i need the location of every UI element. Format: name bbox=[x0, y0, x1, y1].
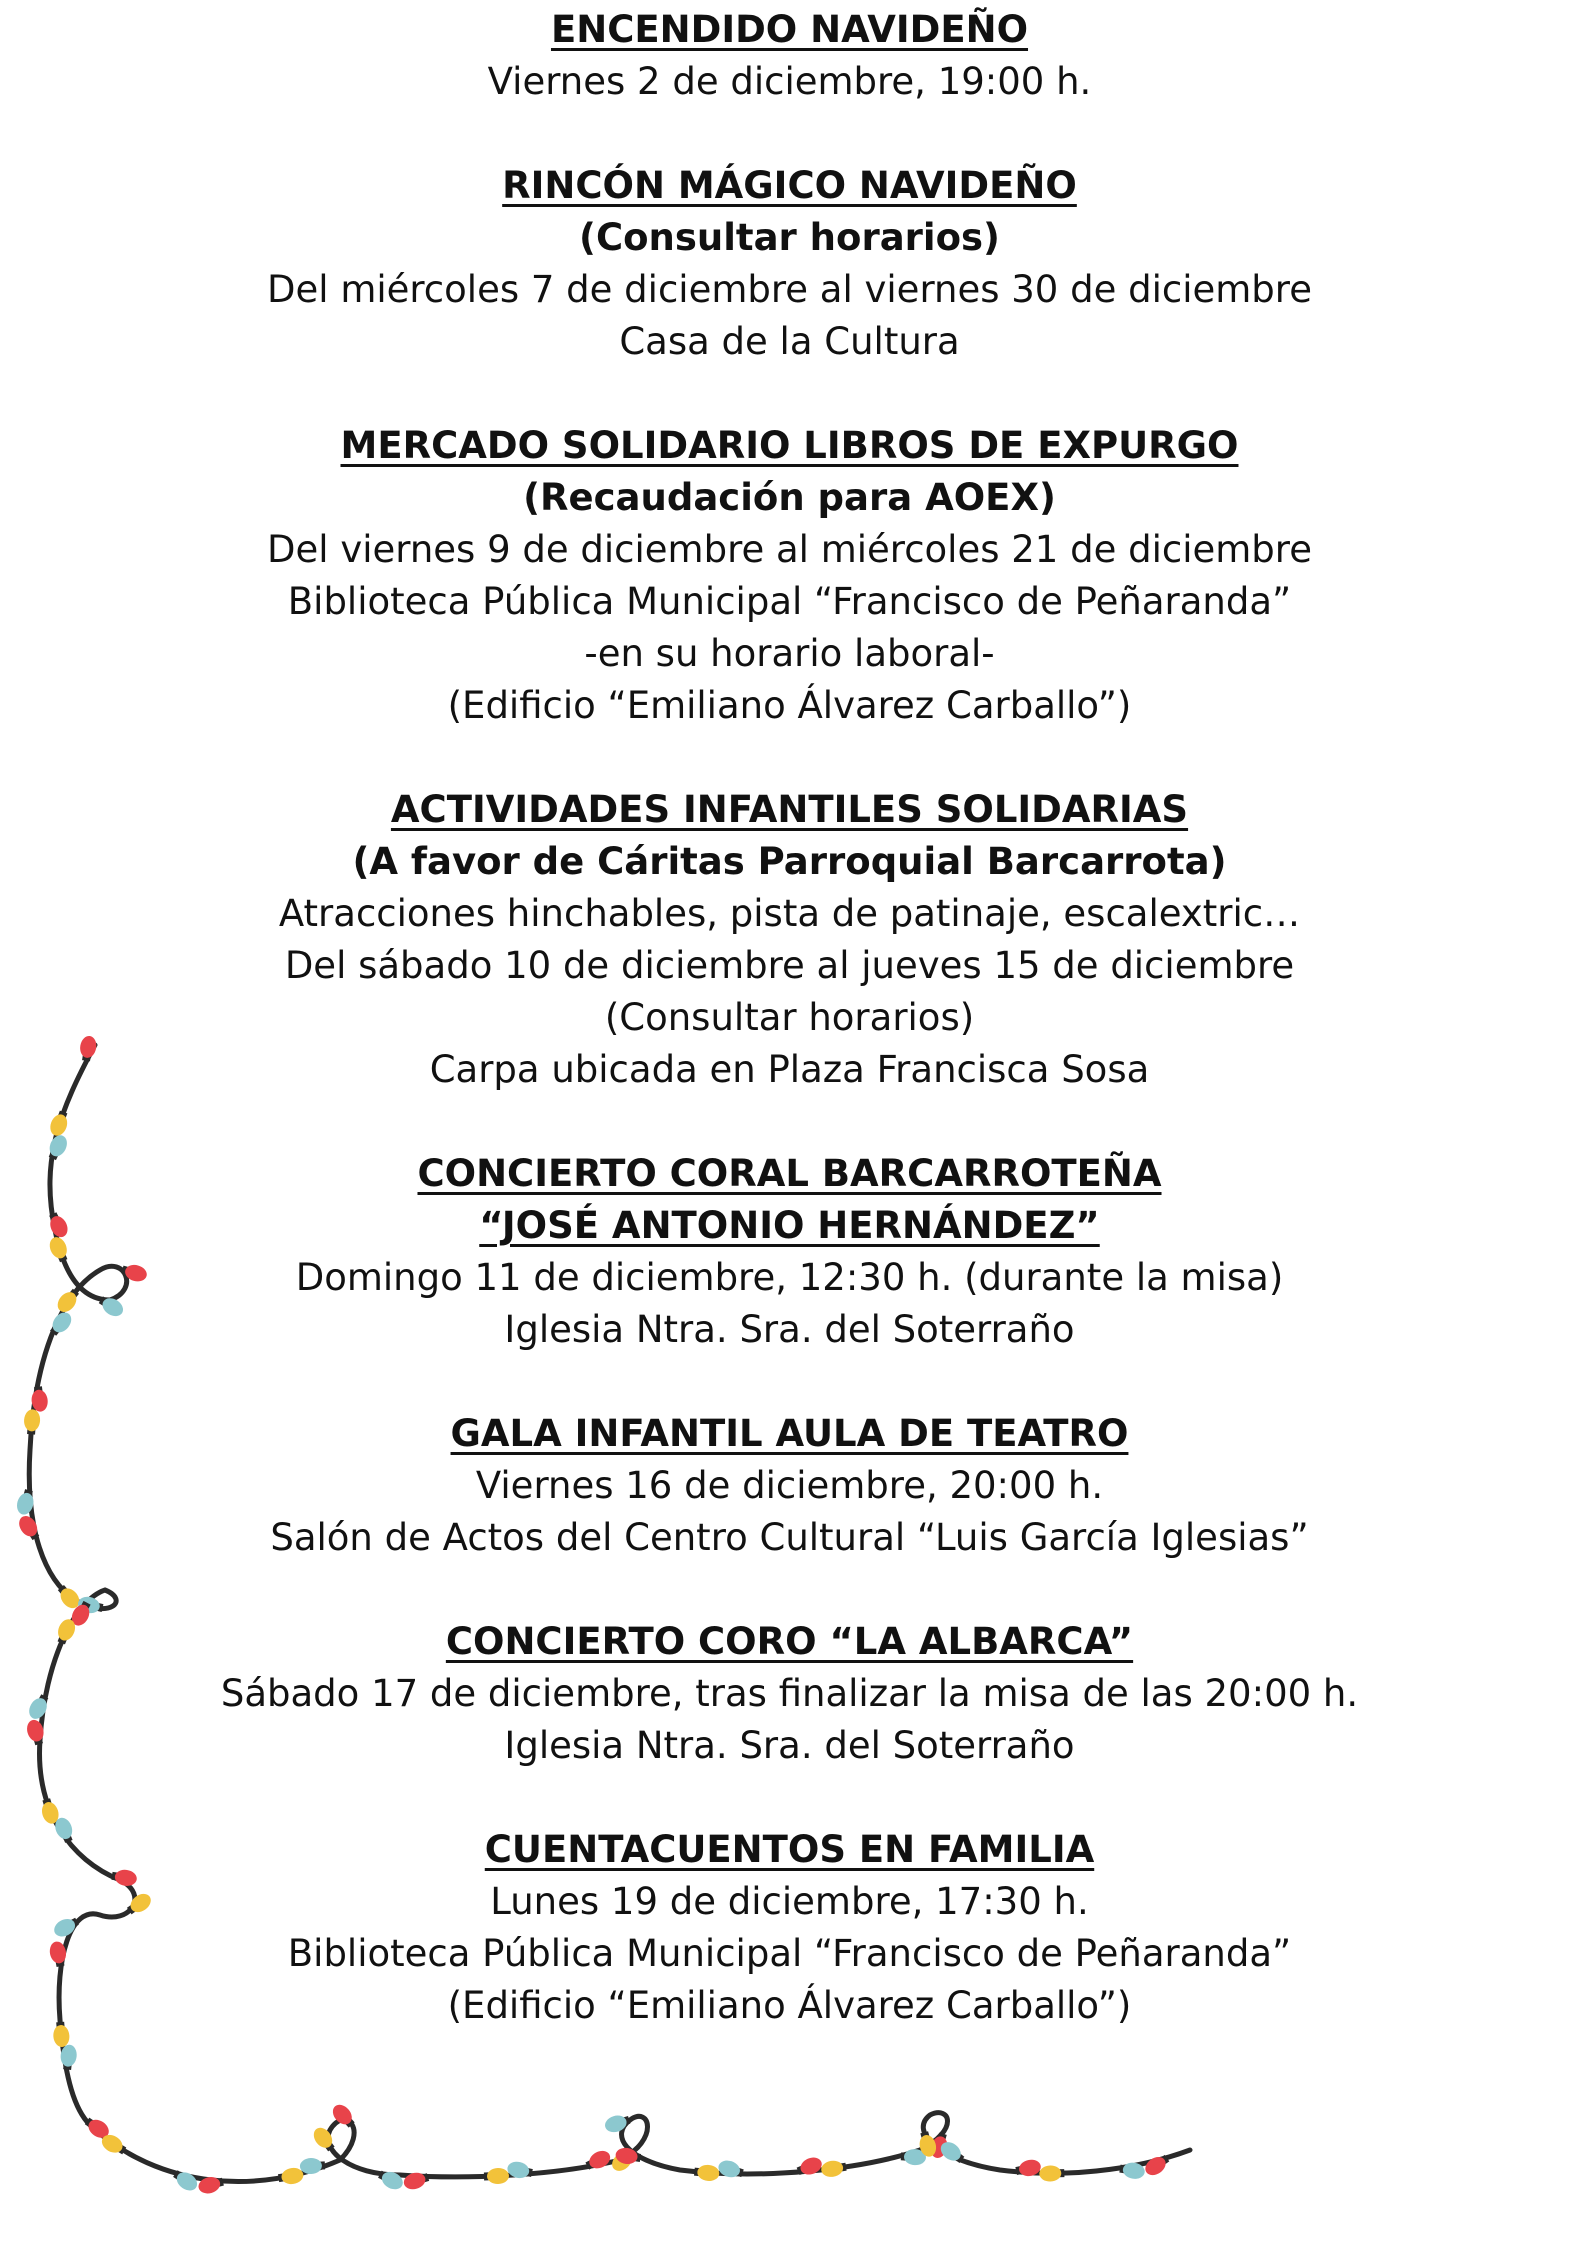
event-title bbox=[0, 1408, 1579, 1460]
light-bulb bbox=[484, 2168, 509, 2185]
event-title-text: MERCADO SOLIDARIO LIBROS DE EXPURGO bbox=[340, 424, 1239, 467]
event-block bbox=[0, 4, 1579, 108]
event-block bbox=[0, 160, 1579, 368]
event-title-text: ENCENDIDO NAVIDEÑO bbox=[550, 8, 1029, 51]
event-title-text: GALA INFANTIL AULA DE TEATRO bbox=[450, 1412, 1129, 1455]
event-title bbox=[0, 1200, 1579, 1252]
light-bulb bbox=[277, 2166, 304, 2186]
light-bulb bbox=[820, 2159, 847, 2179]
event-block bbox=[0, 1616, 1579, 1772]
light-bulb bbox=[376, 2167, 406, 2193]
event-title bbox=[0, 160, 1579, 212]
event-title bbox=[0, 4, 1579, 56]
event-detail: -en su horario laboral- bbox=[584, 632, 995, 675]
event-title-text: ACTIVIDADES INFANTILES SOLIDARIAS bbox=[390, 788, 1189, 831]
light-bulb bbox=[716, 2158, 745, 2181]
event-title-text: CONCIERTO CORAL BARCARROTEÑA bbox=[417, 1152, 1162, 1195]
event-title bbox=[0, 1824, 1579, 1876]
light-bulb bbox=[1014, 2158, 1042, 2179]
event-block bbox=[0, 784, 1579, 1096]
light-bulb bbox=[795, 2154, 824, 2178]
event-block bbox=[0, 420, 1579, 732]
event-detail: Viernes 2 de diciembre, 19:00 h. bbox=[487, 60, 1092, 103]
event-block bbox=[0, 1408, 1579, 1564]
event-detail: Sábado 17 de diciembre, tras finalizar la misa de las 20:00 h. bbox=[220, 1672, 1359, 1715]
event-title-text: “JOSÉ ANTONIO HERNÁNDEZ” bbox=[479, 1204, 1100, 1247]
event-title bbox=[0, 1616, 1579, 1668]
events-program bbox=[0, 4, 1579, 2084]
event-block bbox=[0, 1824, 1579, 2032]
event-subtitle: (A favor de Cáritas Parroquial Barcarrota) bbox=[352, 840, 1227, 883]
event-detail: Atracciones hinchables, pista de patinaje, escalextric… bbox=[278, 892, 1301, 935]
event-detail: Del sábado 10 de diciembre al jueves 15 de diciembre bbox=[284, 944, 1295, 987]
event-subtitle: (Consultar horarios) bbox=[579, 216, 1000, 259]
light-bulb bbox=[603, 2112, 632, 2135]
event-title-text: RINCÓN MÁGICO NAVIDEÑO bbox=[502, 164, 1077, 207]
event-detail: Del viernes 9 de diciembre al miércoles 21 de diciembre bbox=[267, 528, 1312, 571]
event-detail: Lunes 19 de diciembre, 17:30 h. bbox=[490, 1880, 1089, 1923]
event-detail: Biblioteca Pública Municipal “Francisco de Peñaranda” bbox=[287, 580, 1292, 623]
event-title-text: CONCIERTO CORO “LA ALBARCA” bbox=[445, 1620, 1134, 1663]
event-title bbox=[0, 420, 1579, 472]
event-detail: Iglesia Ntra. Sra. del Soterraño bbox=[504, 1308, 1075, 1351]
event-title-text: CUENTACUENTOS EN FAMILIA bbox=[484, 1828, 1095, 1871]
light-bulb bbox=[694, 2164, 720, 2182]
light-bulb bbox=[1039, 2165, 1065, 2182]
event-detail: Viernes 16 de diciembre, 20:00 h. bbox=[475, 1464, 1104, 1507]
event-detail: Salón de Actos del Centro Cultural “Luis García Iglesias” bbox=[270, 1516, 1309, 1559]
event-title bbox=[0, 1148, 1579, 1200]
event-detail: Casa de la Cultura bbox=[619, 320, 960, 363]
event-title bbox=[0, 784, 1579, 836]
event-detail: Biblioteca Pública Municipal “Francisco de Peñaranda” bbox=[287, 1932, 1292, 1975]
light-bulb bbox=[300, 2157, 326, 2174]
event-detail: Del miércoles 7 de diciembre al viernes 30 de diciembre bbox=[267, 268, 1312, 311]
event-detail: Carpa ubicada en Plaza Francisca Sosa bbox=[429, 1048, 1150, 1091]
event-detail: (Edificio “Emiliano Álvarez Carballo”) bbox=[447, 684, 1132, 727]
event-block bbox=[0, 1148, 1579, 1356]
event-subtitle: (Recaudación para AOEX) bbox=[523, 476, 1056, 519]
event-detail: (Consultar horarios) bbox=[604, 996, 975, 1039]
event-detail: (Edificio “Emiliano Álvarez Carballo”) bbox=[447, 1984, 1132, 2027]
event-detail: Domingo 11 de diciembre, 12:30 h. (durante la misa) bbox=[295, 1256, 1284, 1299]
light-bulb bbox=[402, 2169, 430, 2191]
event-detail: Iglesia Ntra. Sra. del Soterraño bbox=[504, 1724, 1075, 1767]
light-bulb bbox=[584, 2147, 614, 2173]
